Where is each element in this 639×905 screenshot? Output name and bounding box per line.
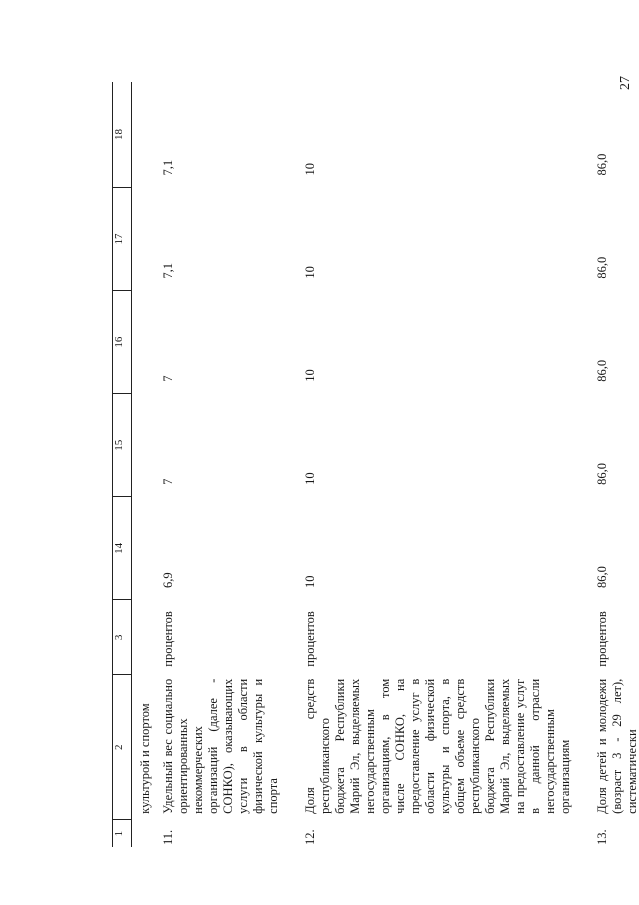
value-cell-15: 10 — [303, 472, 317, 485]
value-cell-14: 10 — [303, 575, 317, 588]
header-col-14: 14 — [113, 497, 132, 600]
indicators-table — [112, 82, 639, 847]
continuation-text: культурой и спортом — [138, 703, 152, 814]
row-number: 13. — [595, 829, 609, 845]
header-col-3: 3 — [113, 600, 132, 675]
value-cell-18: 10 — [303, 162, 317, 176]
header-col-15: 15 — [113, 394, 132, 497]
table-row — [295, 82, 587, 847]
value-cell-18: 86,0 — [595, 153, 609, 176]
header-col-16: 16 — [113, 291, 132, 394]
value-cell-17: 10 — [303, 266, 317, 279]
row-number: 11. — [161, 829, 175, 845]
indicator-description: Доля средств республиканского бюджета Республики Марий Эл, выделяемых негосударственным организациям, в том числе СОНКО, на предоставление услуг в области физической культуры и спорта, в общем объеме средств республиканского бюджета Республики Марий Эл, выделяемых на предоставление услуг в данной отрасли негосударственным организациям — [303, 678, 572, 814]
table-header — [113, 82, 132, 847]
unit-cell: процентов — [303, 611, 317, 667]
unit-cell: процентов — [595, 611, 609, 667]
table-row — [132, 82, 154, 847]
header-col-17: 17 — [113, 187, 132, 290]
row-number: 12. — [303, 829, 317, 845]
unit-cell: процентов — [161, 611, 175, 667]
table-row — [153, 82, 295, 847]
indicator-description: Удельный вес социально ориентированных некоммерческих организаций (далее - СОНКО), оказывающих услуги в области физической культуры и спорта — [161, 678, 280, 814]
value-cell-15: 7 — [161, 478, 175, 485]
header-col-1: 1 — [113, 820, 132, 847]
value-cell-14: 86,0 — [595, 566, 609, 588]
page-number: 27 — [618, 76, 633, 90]
value-cell-16: 10 — [303, 369, 317, 382]
table-row — [587, 82, 639, 847]
value-cell-15: 86,0 — [595, 462, 609, 485]
header-col-2: 2 — [113, 675, 132, 820]
value-cell-17: 86,0 — [595, 256, 609, 279]
header-col-18: 18 — [113, 82, 132, 187]
value-cell-17: 7,1 — [161, 262, 175, 279]
value-cell-14: 6,9 — [161, 572, 175, 588]
value-cell-18: 7,1 — [161, 159, 175, 176]
value-cell-16: 7 — [161, 375, 175, 382]
value-cell-16: 86,0 — [595, 359, 609, 382]
indicator-description: Доля детей и молодежи (возраст 3 - 29 лет), систематически — [595, 678, 639, 814]
